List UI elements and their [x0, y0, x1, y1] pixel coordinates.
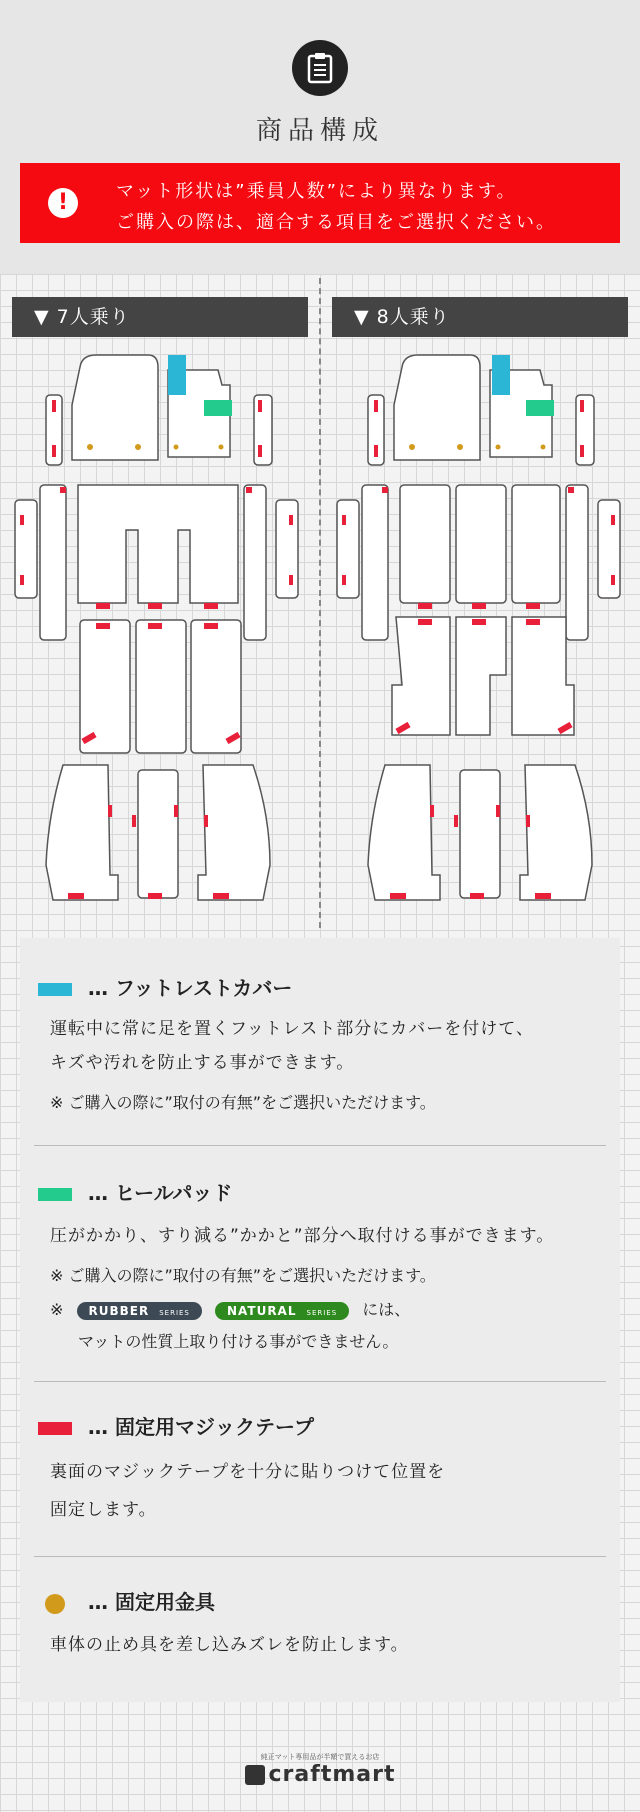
fitting-desc: 車体の止め具を差し込みズレを防止します。 — [50, 1635, 409, 1655]
header — [0, 0, 640, 150]
velcro-desc-2: 固定します。 — [50, 1500, 157, 1520]
heelpad-swatch — [38, 1188, 72, 1201]
velcro-swatch — [38, 1422, 72, 1435]
exception-suffix: には、 — [362, 1300, 411, 1319]
footrest-cover-marker — [492, 355, 510, 395]
legend-separator — [34, 1145, 606, 1146]
footrest-desc-1: 運転中に常に足を置くフットレスト部分にカバーを付けて、 — [50, 1019, 534, 1039]
craftmart-logo-icon — [245, 1765, 265, 1785]
legend-separator — [34, 1381, 606, 1382]
footer-tagline: 純正マット専用品が半額で買えるお店 — [260, 1753, 380, 1761]
alert-line-1: マット形状は”乗員人数”により異なります。 — [116, 181, 517, 202]
legend-separator — [34, 1556, 606, 1557]
fitting-title: … 固定用金具 — [88, 1590, 215, 1614]
page-title: 商品構成 — [255, 116, 384, 146]
natural-series-badge: NATURAL SERIES — [215, 1302, 349, 1320]
clipboard-icon — [292, 40, 348, 96]
heelpad-desc: 圧がかかり、すり減る”かかと”部分へ取付ける事ができます。 — [50, 1226, 555, 1246]
heelpad-exception-2: マットの性質上取り付ける事ができません。 — [78, 1332, 399, 1351]
note-mark: ※ — [50, 1300, 64, 1319]
exclamation-icon: ! — [48, 188, 78, 218]
heelpad-title: … ヒールパッド — [88, 1181, 233, 1205]
rubber-series-badge: RUBBER SERIES — [77, 1302, 202, 1320]
alert-line-2: ご購入の際は、適合する項目をご選択ください。 — [116, 212, 556, 233]
footer-logo — [0, 1762, 640, 1787]
fitting-dot — [45, 1594, 65, 1614]
column-divider — [319, 278, 321, 928]
footrest-desc-2: キズや汚れを防止する事ができます。 — [50, 1053, 355, 1073]
footrest-swatch — [38, 983, 72, 996]
alert-banner — [20, 163, 620, 243]
brand-name: craftmart — [268, 1762, 396, 1787]
legend-panel — [20, 938, 620, 1702]
velcro-title: … 固定用マジックテープ — [88, 1415, 314, 1439]
mat-layout-7-seater — [8, 345, 308, 915]
footrest-title: … フットレストカバー — [88, 976, 293, 1000]
footrest-cover-marker — [168, 355, 186, 395]
heelpad-note: ※ ご購入の際に”取付の有無”をご選択いただけます。 — [50, 1266, 436, 1285]
heelpad-exception — [50, 1297, 410, 1320]
velcro-desc-1: 裏面のマジックテープを十分に貼りつけて位置を — [50, 1462, 446, 1482]
heel-pad-marker — [204, 400, 232, 416]
seating-8-label: ▼ 8人乗り — [332, 297, 628, 337]
mat-layout-8-seater — [330, 345, 630, 915]
seating-7-label: ▼ 7人乗り — [12, 297, 308, 337]
heel-pad-marker — [526, 400, 554, 416]
footrest-note: ※ ご購入の際に”取付の有無”をご選択いただけます。 — [50, 1093, 436, 1112]
